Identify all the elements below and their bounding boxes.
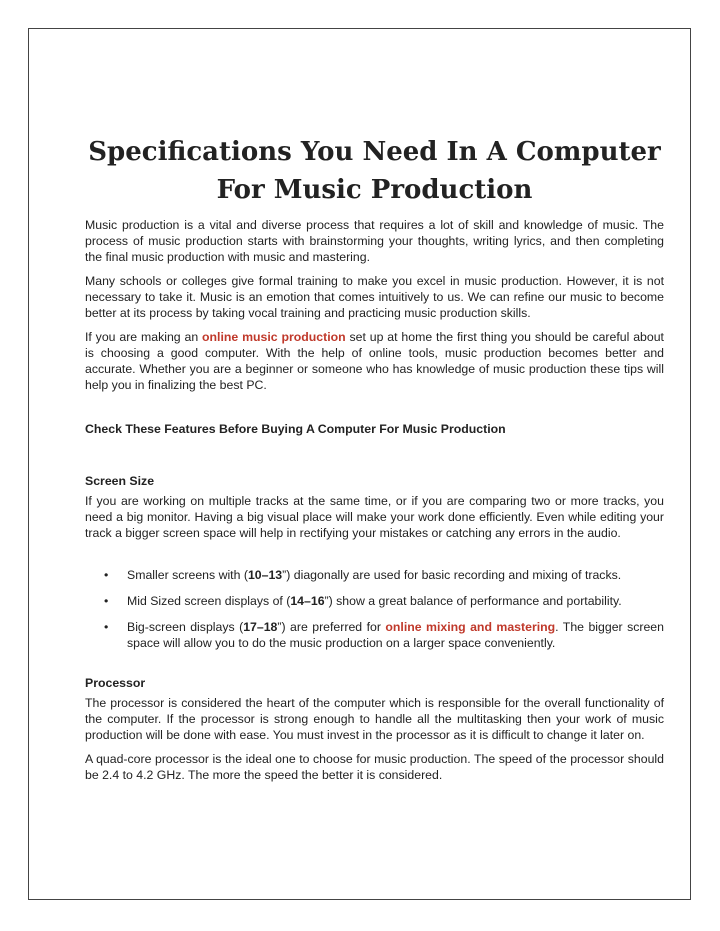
processor-paragraph-1: The processor is considered the heart of the computer which is responsible for the overall functionality of the computer. If the processor is strong enough to handle all the multitasking then your work of music production will be done with ease. You must invest in the processor as it is difficult to change it later on. bbox=[85, 696, 664, 742]
page-title: Specifications You Need In A Computer For Music Production bbox=[88, 137, 661, 205]
intro-paragraph-2: Many schools or colleges give formal training to make you excel in music production. However, it is not necessary to take it. Music is an emotion that comes intuitively to us. We can refine our music to become better at its process by taking vocal training and practicing music production skills. bbox=[85, 274, 664, 320]
bullet-icon: • bbox=[104, 594, 109, 608]
document-page bbox=[28, 28, 691, 900]
screen-size-list bbox=[85, 567, 664, 651]
intro-paragraph-3 bbox=[85, 329, 664, 393]
screen-size-paragraph: If you are working on multiple tracks at the same time, or if you are comparing two or more tracks, you need a big monitor. Having a big visual place will make your work done efficiently. Even while editing your track a bigger screen space will help in rectifying your mistakes or catching any errors in the audio. bbox=[85, 494, 664, 540]
features-heading: Check These Features Before Buying A Computer For Music Production bbox=[85, 422, 506, 436]
online-music-production-link[interactable]: online music production bbox=[202, 330, 346, 344]
bullet-icon: • bbox=[104, 620, 109, 634]
list-item: • Mid Sized screen displays of (14–16”) show a great balance of performance and portability. bbox=[104, 594, 622, 608]
intro-paragraph-1: Music production is a vital and diverse process that requires a lot of skill and knowledge of music. The process of music production starts with brainstorming your thoughts, writing lyrics, and then completing the final music production with music and mastering. bbox=[85, 218, 664, 264]
list-item: • Big-screen displays (17–18”) are preferred for online mixing and mastering. The bigger screen space will allow you to do the music production on a larger space conveniently. bbox=[104, 620, 664, 650]
processor-heading: Processor bbox=[85, 676, 146, 690]
intro-text-before: If you are making an bbox=[85, 330, 203, 344]
bullet-icon: • bbox=[104, 568, 109, 582]
list-item: • Smaller screens with (10–13”) diagonally are used for basic recording and mixing of tracks. bbox=[104, 568, 622, 582]
processor-paragraph-2: A quad-core processor is the ideal one to choose for music production. The speed of the processor should be 2.4 to 4.2 GHz. The more the speed the better it is considered. bbox=[85, 752, 664, 782]
intro-text-after: set up at home the first thing you should be careful about is choosing a good computer. With the help of online tools, music production becomes better and accurate. Whether you are a beginner or someone who has knowledge of music production these tips will help you in finalizing the best PC. bbox=[85, 330, 664, 392]
online-mixing-mastering-link[interactable]: online mixing and mastering bbox=[385, 620, 556, 634]
document-content bbox=[85, 133, 664, 791]
screen-size-heading: Screen Size bbox=[85, 474, 155, 488]
